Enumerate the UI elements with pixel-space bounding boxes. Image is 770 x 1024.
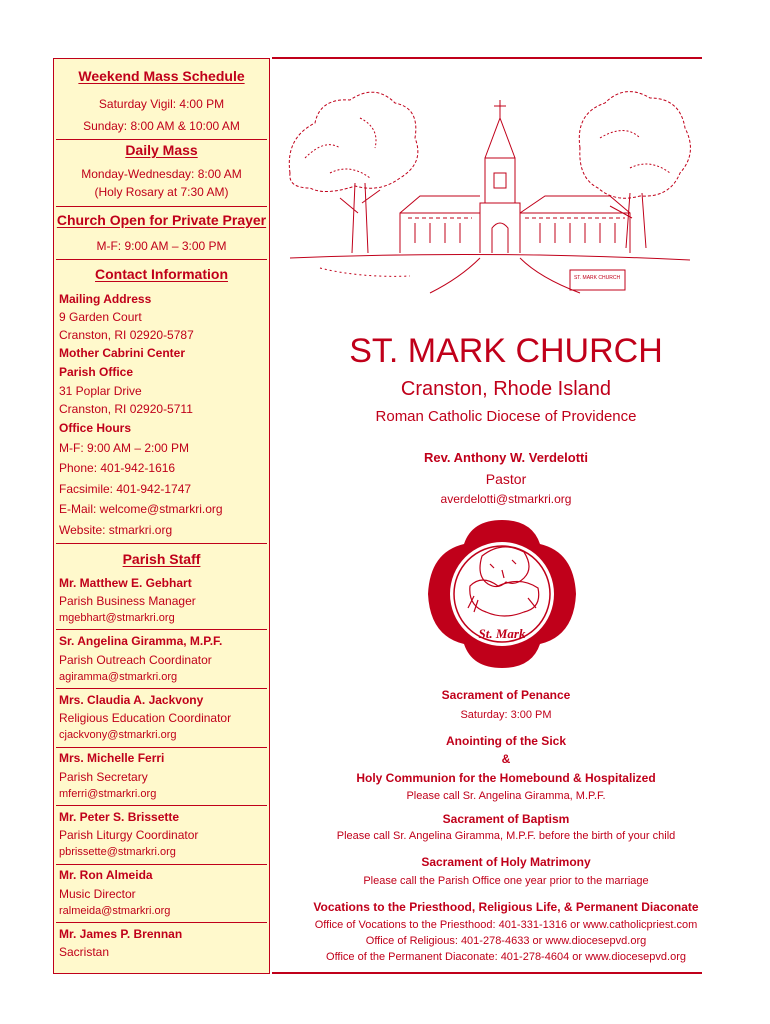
vocations-line: Office of the Permanent Diaconate: 401-278-4604 or www.diocesepvd.org [326,951,686,963]
staff-role: Parish Secretary [59,770,148,784]
staff-name: Mrs. Michelle Ferri [59,751,165,765]
fax: Facsimile: 401-942-1747 [59,482,192,496]
staff-role: Religious Education Coordinator [59,711,232,725]
parish-office-label: Parish Office [59,365,134,379]
sidebar [53,58,270,974]
church-sign-text: ST. MARK CHURCH [573,275,621,281]
vocations-line: Office of Religious: 401-278-4633 or www.diocesepvd.org [365,935,647,947]
weekend-mass-line: Saturday Vigil: 4:00 PM [98,97,225,111]
st-mark-seal [424,516,580,672]
contact-heading: Contact Information [95,266,228,282]
mailing-address-line: Cranston, RI 02920-5787 [59,328,194,342]
staff-name: Mr. Matthew E. Gebhart [59,576,192,590]
parish-office-line: 31 Poplar Drive [59,384,142,398]
divider [56,688,267,689]
communion-note: Please call Sr. Angelina Giramma, M.P.F. [406,790,606,802]
top-rule [272,57,702,59]
divider [56,629,267,630]
mailing-address-label: Mailing Address [59,292,152,306]
divider [56,805,267,806]
staff-role: Sacristan [59,945,110,959]
pastor-name: Rev. Anthony W. Verdelotti [424,450,588,465]
divider [56,922,267,923]
pastor-email[interactable]: averdelotti@stmarkri.org [440,492,572,506]
staff-email[interactable]: agiramma@stmarkri.org [59,671,178,683]
seal-text: St. Mark [478,626,526,641]
mailing-address-line: 9 Garden Court [59,310,142,324]
parish-staff-heading: Parish Staff [122,551,201,567]
vocations-line: Office of Vocations to the Priesthood: 401-331-1316 or www.catholicpriest.com [314,919,698,931]
divider [56,206,267,207]
matrimony-note: Please call the Parish Office one year prior to the marriage [363,875,649,887]
church-title: ST. MARK CHURCH [349,332,663,370]
staff-name: Mr. Peter S. Brissette [59,810,180,824]
baptism-note: Please call Sr. Angelina Giramma, M.P.F. before the birth of your child [336,830,676,842]
staff-email[interactable]: cjackvony@stmarkri.org [59,729,177,741]
matrimony-heading: Sacrament of Holy Matrimony [421,855,591,869]
anointing-heading: Anointing of the Sick [446,734,566,748]
staff-email[interactable]: pbrissette@stmarkri.org [59,846,176,858]
phone: Phone: 401-942-1616 [59,461,176,475]
penance-heading: Sacrament of Penance [441,688,571,702]
divider [56,864,267,865]
private-prayer-heading: Church Open for Private Prayer [56,212,267,228]
diocese: Roman Catholic Diocese of Providence [375,408,637,425]
bottom-rule [272,972,702,974]
daily-mass-line: (Holy Rosary at 7:30 AM) [94,185,229,199]
staff-role: Parish Business Manager [59,594,196,608]
staff-email[interactable]: mgebhart@stmarkri.org [59,612,175,624]
private-prayer-hours: M-F: 9:00 AM – 3:00 PM [96,239,227,253]
daily-mass-line: Monday-Wednesday: 8:00 AM [81,167,242,181]
website-link[interactable]: Website: stmarkri.org [59,523,173,537]
staff-name: Mr. James P. Brennan [59,927,183,941]
office-hours-label: Office Hours [59,421,132,435]
staff-role: Music Director [59,887,136,901]
divider [56,543,267,544]
email-link[interactable]: E-Mail: welcome@stmarkri.org [59,502,223,516]
vocations-heading: Vocations to the Priesthood, Religious Life, & Permanent Diaconate [313,900,699,914]
daily-mass-heading: Daily Mass [125,142,198,158]
church-illustration [280,78,698,300]
weekend-mass-heading: Weekend Mass Schedule [78,68,245,84]
staff-role: Parish Outreach Coordinator [59,653,212,667]
location: Cranston, Rhode Island [400,378,612,400]
ampersand: & [501,752,511,766]
staff-role: Parish Liturgy Coordinator [59,828,199,842]
staff-email[interactable]: ralmeida@stmarkri.org [59,905,171,917]
staff-name: Mr. Ron Almeida [59,868,153,882]
communion-heading: Holy Communion for the Homebound & Hospitalized [356,771,656,785]
weekend-mass-line: Sunday: 8:00 AM & 10:00 AM [83,119,240,133]
parish-office-line: Cranston, RI 02920-5711 [59,402,193,416]
pastor-title: Pastor [485,471,527,487]
baptism-heading: Sacrament of Baptism [442,812,570,826]
divider [56,259,267,260]
penance-time: Saturday: 3:00 PM [460,709,552,721]
divider [56,747,267,748]
staff-name: Sr. Angelina Giramma, M.P.F. [59,634,223,648]
staff-name: Mrs. Claudia A. Jackvony [59,693,204,707]
staff-email[interactable]: mferri@stmarkri.org [59,788,157,800]
office-hours: M-F: 9:00 AM – 2:00 PM [59,441,190,455]
center-name: Mother Cabrini Center [59,346,186,360]
divider [56,139,267,140]
